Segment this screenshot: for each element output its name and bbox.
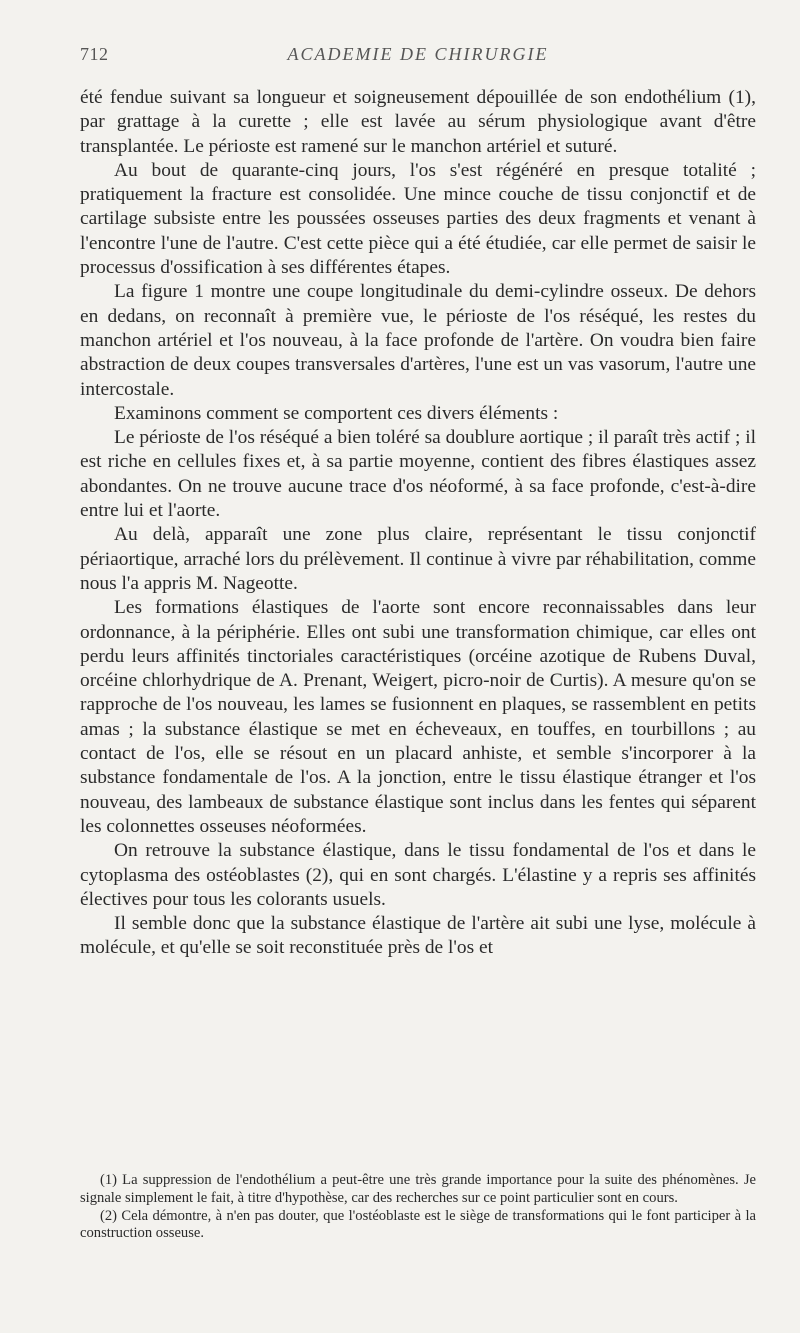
footnote: (2) Cela démontre, à n'en pas douter, que l'ostéoblaste est le siège de transformations qui le font participer à la construction osseuse. <box>80 1207 756 1242</box>
paragraph-continuation: été fendue suivant sa longueur et soigneusement dépouillée de son endothélium (1), par grattage à la curette ; elle est lavée au sérum physiologique avant d'être transplantée. Le périoste est ramené sur le manchon artériel et suturé. <box>80 87 756 157</box>
paragraph: Au delà, apparaît une zone plus claire, représentant le tissu conjonctif périaortique, arraché lors du prélèvement. Il continue à vivre par réhabilitation, comme nous l'a appris M. Nageotte. <box>80 524 756 594</box>
footnotes <box>80 1172 756 1243</box>
paragraph: Examinons comment se comportent ces divers éléments : <box>114 402 559 424</box>
paragraph: La figure 1 montre une coupe longitudinale du demi-cylindre osseux. De dehors en dedans, on reconnaît à première vue, le périoste de l'os réséqué, les restes du manchon artériel et l'os nouveau, à la face profonde de l'artère. On voudra bien faire abstraction de deux coupes transversales d'artères, l'une est un vas vasorum, l'autre une intercostale. <box>80 281 756 400</box>
paragraph: Le périoste de l'os réséqué a bien toléré sa doublure aortique ; il paraît très actif ; il est riche en cellules fixes et, à sa partie moyenne, contient des fibres élastiques assez abondantes. On ne trouve aucune trace d'os néoformé, à sa face profonde, c'est-à-dire entre lui et l'aorte. <box>80 427 756 522</box>
body-text <box>80 86 756 961</box>
paragraph: On retrouve la substance élastique, dans le tissu fondamental de l'os et dans le cytoplasma des ostéoblastes (2), qui en sont chargés. L'élastine y a repris ses affinités électives pour tous les colorants usuels. <box>80 840 756 910</box>
paragraph: Les formations élastiques de l'aorte sont encore reconnaissables dans leur ordonnance, à la périphérie. Elles ont subi une transformation chimique, car elles ont perdu leurs affinités tinctoriales caractéristiques (orcéine azotique de Rubens Duval, orcéine chlorhydrique de A. Prenant, Weigert, picro-noir de Curtis). A mesure qu'on se rapproche de l'os nouveau, les lames se fusionnent en plaques, se rassemblent en petits amas ; la substance élastique se met en écheveaux, en touffes, en tourbillons ; au contact de l'os, elle se résout en un placard anhiste, et semble s'incorporer à la substance fondamentale de l'os. A la jonction, entre le tissu élastique étranger et l'os nouveau, des lambeaux de substance élastique sont inclus dans les fentes qui séparent les colonnettes osseuses néoformées. <box>80 597 756 837</box>
footnote: (1) La suppression de l'endothélium a peut-être une très grande importance pour la suite des phénomènes. Je signale simplement le fait, à titre d'hypothèse, car des recherches sur ce point particulier sont en cours. <box>80 1172 756 1206</box>
paragraph: Il semble donc que la substance élastique de l'artère ait subi une lyse, molécule à molécule, et qu'elle se soit reconstituée près de l'os et <box>80 913 756 959</box>
running-title: ACADEMIE DE CHIRURGIE <box>287 44 549 64</box>
page-header <box>80 44 756 70</box>
page-number: 712 <box>80 44 109 64</box>
paragraph: Au bout de quarante-cinq jours, l'os s'est régénéré en presque totalité ; pratiquement la fracture est consolidée. Une mince couche de tissu conjonctif et de cartilage subsiste entre les poussées osseuses parties des deux fragments et venant à l'encontre l'une de l'autre. C'est cette pièce qui a été étudiée, car elle permet de saisir le processus d'ossification à ses différentes étapes. <box>80 159 756 279</box>
